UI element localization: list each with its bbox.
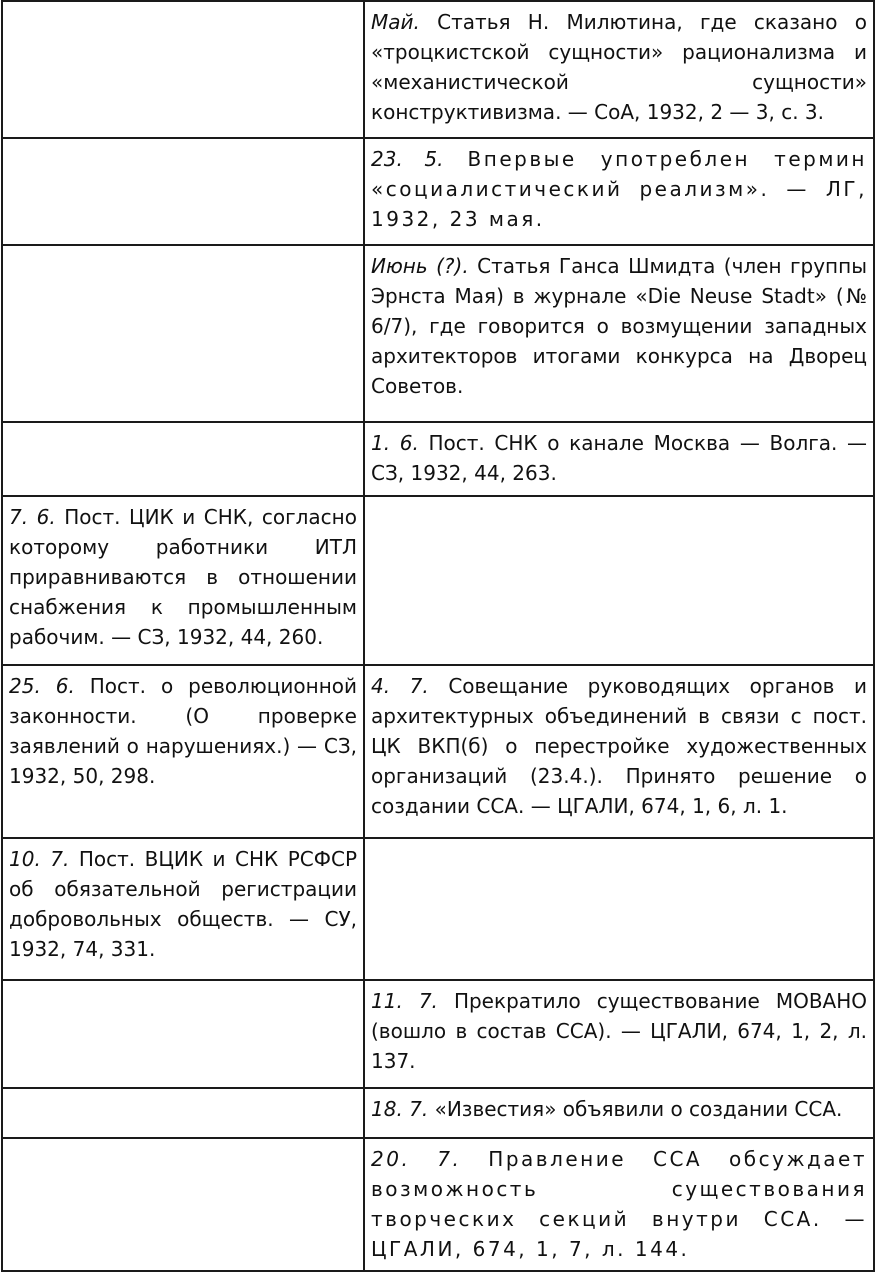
- table-row: [2, 1138, 874, 1271]
- entry-text: Совещание руководящих органов и архитектурных объединений в связи с пост. ЦК ВКП(б) о перестройке художественных организаций (23.4.). Принято решение о создании ССА. — ЦГАЛИ, 674, 1, 6, л. 1.: [371, 674, 868, 818]
- left-cell: [2, 980, 364, 1088]
- table-row: [2, 1088, 874, 1138]
- table-row: [2, 496, 874, 665]
- table-row: [2, 980, 874, 1088]
- left-cell: [2, 422, 364, 496]
- table-row: [2, 665, 874, 838]
- left-cell: [2, 1, 364, 138]
- table-row: [2, 138, 874, 245]
- right-cell: [364, 1138, 874, 1271]
- right-cell: [364, 496, 874, 665]
- entry-date: Июнь (?).: [371, 254, 469, 278]
- table-row: [2, 1, 874, 138]
- left-cell: [2, 1138, 364, 1271]
- entry-date: 4. 7.: [371, 674, 429, 698]
- table-row: [2, 422, 874, 496]
- entry-text: Статья Ганса Шмидта (член группы Эрнста Мая) в журнале «Die Neuse Stadt» (№ 6/7), где говорится о возмущении западных архитекторов итогами конкурса на Дворец Советов.: [371, 254, 867, 398]
- entry-text: Пост. о революционной законности. (О проверке заявлений о нарушениях.) — СЗ, 1932, 50, 298.: [9, 674, 358, 788]
- left-cell: [2, 838, 364, 980]
- table-row: [2, 245, 874, 422]
- entry-text: Впервые употреблен термин «социалистический реализм». — ЛГ, 1932, 23 мая.: [371, 147, 867, 231]
- table-row: [2, 838, 874, 980]
- right-cell: [364, 980, 874, 1088]
- right-cell: [364, 1088, 874, 1138]
- right-cell: [364, 838, 874, 980]
- left-cell: [2, 496, 364, 665]
- left-cell: [2, 138, 364, 245]
- right-cell: [364, 665, 874, 838]
- entry-text: Статья Н. Милютина, где сказано о «троцкистской сущности» рационализма и «механистической сущности» конструктивизма. — СоА, 1932, 2 — 3, с. 3.: [371, 10, 867, 124]
- left-cell: [2, 245, 364, 422]
- entry-text: «Известия» объявили о создании ССА.: [428, 1097, 843, 1121]
- entry-text: Пост. ЦИК и СНК, согласно которому работники ИТЛ приравниваются в отношении снабжения к промышленным рабочим. — СЗ, 1932, 44, 260.: [9, 505, 357, 649]
- entry-date: 1. 6.: [371, 431, 419, 455]
- entry-text: Пост. ВЦИК и СНК РСФСР об обязательной регистрации добровольных обществ. — СУ, 1932, 74, 331.: [9, 847, 357, 961]
- entry-text: Правление ССА обсуждает возможность существования творческих секций внутри ССА. — ЦГАЛИ, 674, 1, 7, л. 144.: [371, 1147, 867, 1261]
- entry-date: 25. 6.: [9, 674, 75, 698]
- right-cell: [364, 422, 874, 496]
- left-cell: [2, 665, 364, 838]
- entry-date: 10. 7.: [9, 847, 70, 871]
- right-cell: [364, 245, 874, 422]
- entry-date: Май.: [371, 10, 420, 34]
- entry-date: 18. 7.: [371, 1097, 429, 1121]
- right-cell: [364, 1, 874, 138]
- entry-date: 23. 5.: [371, 147, 444, 171]
- entry-text: Прекратило существование МОВАНО (вошло в состав ССА). — ЦГАЛИ, 674, 1, 2, л. 137.: [371, 989, 867, 1073]
- entry-date: 7. 6.: [9, 505, 56, 529]
- chronology-table: [1, 0, 875, 1272]
- right-cell: [364, 138, 874, 245]
- entry-text: Пост. СНК о канале Москва — Волга. — СЗ, 1932, 44, 263.: [371, 431, 867, 485]
- entry-date: 11. 7.: [371, 989, 438, 1013]
- left-cell: [2, 1088, 364, 1138]
- entry-date: 20. 7.: [371, 1147, 462, 1171]
